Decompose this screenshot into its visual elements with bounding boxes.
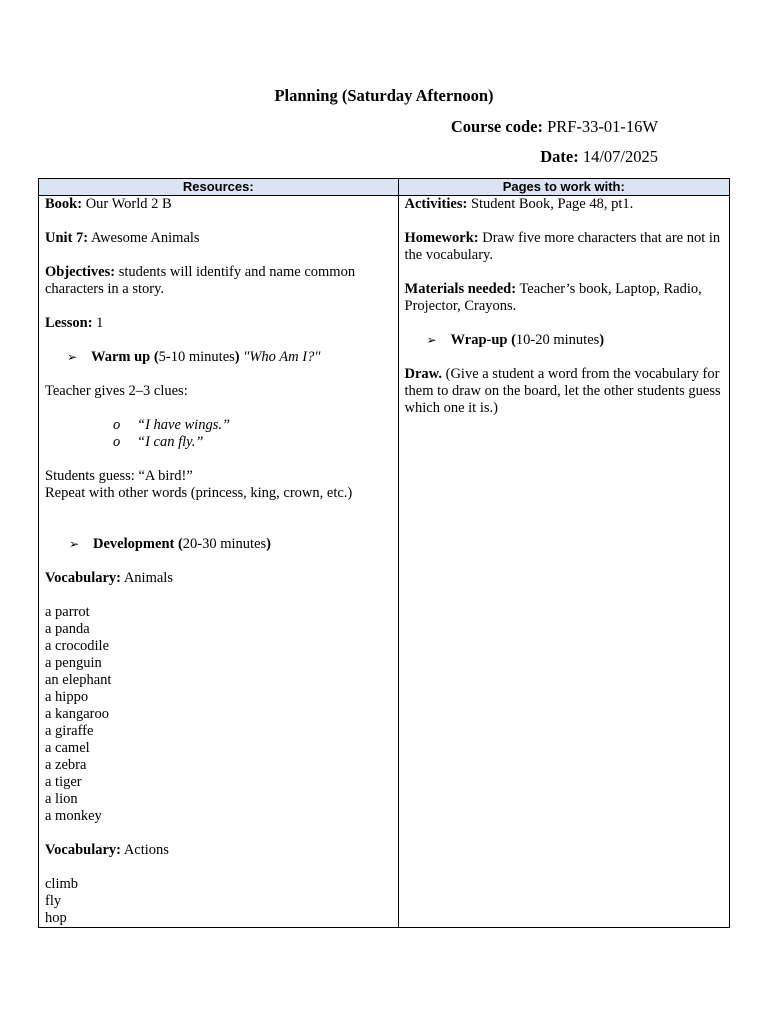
vocab-label: Vocabulary: bbox=[45, 842, 121, 858]
arrow-bullet-icon: ➢ bbox=[67, 350, 78, 364]
arrow-bullet-icon: ➢ bbox=[426, 333, 437, 347]
list-item: a kangaroo bbox=[45, 706, 110, 722]
vocab-animals-line bbox=[45, 570, 392, 587]
unit-label: Unit 7: bbox=[45, 230, 89, 246]
course-code-value: PRF-33-01-16W bbox=[547, 117, 658, 136]
activities-label: Activities: bbox=[404, 196, 468, 212]
clues-intro: Teacher gives 2–3 clues: bbox=[45, 383, 188, 399]
objectives-line bbox=[45, 264, 392, 298]
warmup-label: Warm up ( bbox=[91, 349, 159, 365]
list-item: fly bbox=[45, 893, 62, 909]
vocab-label: Vocabulary: bbox=[45, 570, 121, 586]
list-item: a penguin bbox=[45, 655, 102, 671]
list-item: a panda bbox=[45, 621, 90, 637]
list-item: a hippo bbox=[45, 689, 89, 705]
vocab-actions-title: Actions bbox=[123, 842, 169, 858]
wrapup-heading bbox=[405, 332, 723, 349]
development-time: 20-30 minutes bbox=[182, 536, 267, 552]
list-item: a camel bbox=[45, 740, 90, 756]
page-title: Planning (Saturday Afternoon) bbox=[274, 86, 494, 105]
circle-bullet-icon: o bbox=[113, 434, 121, 450]
wrapup-close: ) bbox=[599, 332, 605, 348]
list-item: a tiger bbox=[45, 774, 82, 790]
repeat-note: Repeat with other words (princess, king, crown, etc.) bbox=[45, 485, 353, 501]
development-label: Development ( bbox=[93, 536, 183, 552]
development-close: ) bbox=[266, 536, 272, 552]
animals-list bbox=[45, 604, 392, 825]
wrapup-time: 10-20 minutes bbox=[515, 332, 600, 348]
list-item: climb bbox=[45, 876, 79, 892]
activities-line bbox=[405, 196, 723, 213]
objectives-label: Objectives: bbox=[45, 264, 116, 280]
objectives-value: students will identify and name common characters in a story. bbox=[45, 264, 356, 297]
date-value: 14/07/2025 bbox=[582, 147, 658, 166]
lesson-label: Lesson: bbox=[45, 315, 93, 331]
draw-line bbox=[405, 366, 723, 417]
materials-value: Teacher’s book, Laptop, Radio, Projector, Crayons. bbox=[404, 281, 702, 314]
lesson-line bbox=[45, 315, 392, 332]
warmup-time: 5-10 minutes bbox=[158, 349, 235, 365]
list-item: a giraffe bbox=[45, 723, 94, 739]
list-item: a parrot bbox=[45, 604, 90, 620]
pages-header: Pages to work with: bbox=[398, 179, 729, 196]
lesson-value: 1 bbox=[96, 315, 104, 331]
list-item: an elephant bbox=[45, 672, 112, 688]
wrapup-label: Wrap-up ( bbox=[450, 332, 516, 348]
materials-line bbox=[405, 281, 723, 315]
lesson-plan-table bbox=[38, 178, 730, 928]
warmup-heading bbox=[45, 349, 392, 366]
list-item: a zebra bbox=[45, 757, 87, 773]
list-item: a monkey bbox=[45, 808, 102, 824]
course-code-line bbox=[451, 117, 658, 137]
arrow-bullet-icon: ➢ bbox=[69, 537, 80, 551]
draw-label: Draw. bbox=[404, 366, 442, 382]
list-item: a lion bbox=[45, 791, 78, 807]
table-body-row bbox=[39, 196, 730, 928]
table-header-row bbox=[39, 179, 730, 196]
vocab-animals-title: Animals bbox=[123, 570, 173, 586]
homework-line bbox=[405, 230, 723, 264]
draw-value: (Give a student a word from the vocabulary for them to draw on the board, let the other students guess which one it is.) bbox=[404, 366, 721, 416]
activities-value: Student Book, Page 48, pt1. bbox=[470, 196, 634, 212]
circle-bullet-icon: o bbox=[113, 417, 121, 433]
list-item: hop bbox=[45, 910, 67, 926]
vocab-actions-line bbox=[45, 842, 392, 859]
clue-text: “I can fly.” bbox=[137, 434, 204, 450]
clue-text: “I have wings.” bbox=[137, 417, 231, 433]
list-item bbox=[45, 417, 392, 434]
actions-list bbox=[45, 876, 392, 927]
book-value: Our World 2 B bbox=[85, 196, 172, 212]
list-item bbox=[45, 434, 392, 451]
book-line bbox=[45, 196, 392, 213]
date-line bbox=[540, 147, 658, 167]
list-item: a crocodile bbox=[45, 638, 110, 654]
book-label: Book: bbox=[45, 196, 83, 212]
materials-label: Materials needed: bbox=[404, 281, 517, 297]
pages-cell bbox=[398, 196, 729, 928]
warmup-close: ) bbox=[234, 349, 240, 365]
unit-value: Awesome Animals bbox=[90, 230, 200, 246]
homework-label: Homework: bbox=[404, 230, 479, 246]
homework-value: Draw five more characters that are not in the vocabulary. bbox=[404, 230, 721, 263]
development-heading bbox=[45, 536, 392, 553]
students-guess: Students guess: “A bird!” bbox=[45, 468, 193, 484]
resources-header: Resources: bbox=[39, 179, 399, 196]
unit-line bbox=[45, 230, 392, 247]
resources-cell bbox=[39, 196, 399, 928]
course-code-label: Course code: bbox=[450, 117, 543, 136]
warmup-game: "Who Am I?" bbox=[243, 349, 321, 365]
date-label: Date: bbox=[540, 147, 579, 166]
